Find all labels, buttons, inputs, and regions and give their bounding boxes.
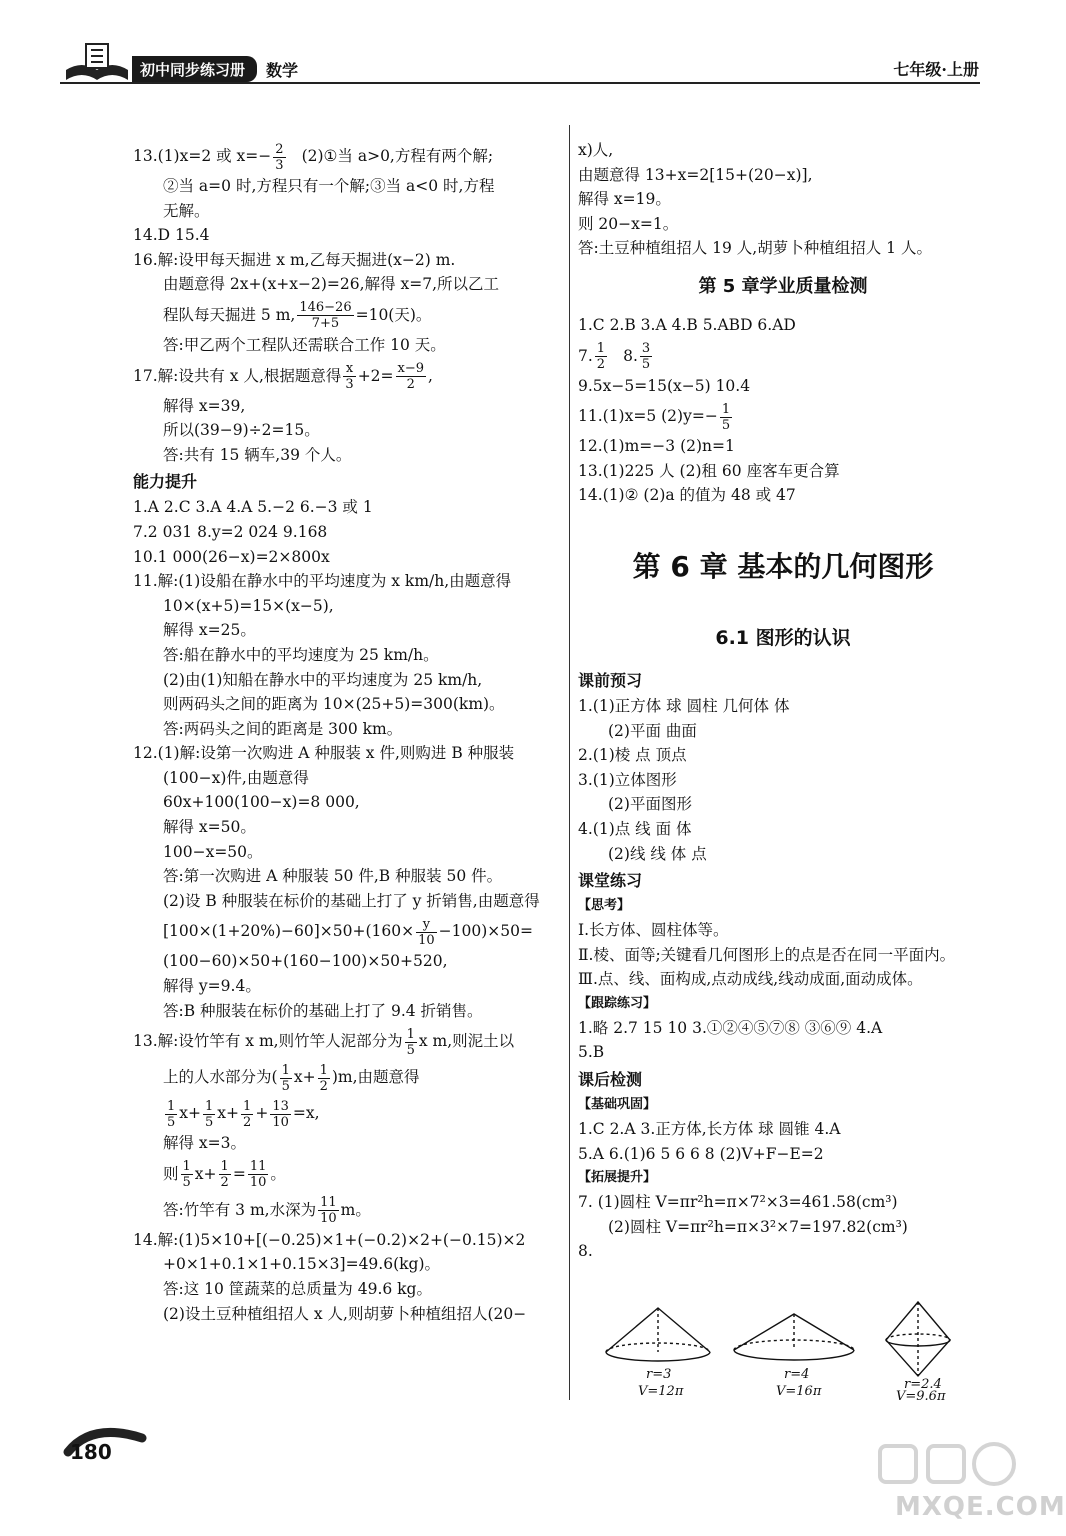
left-column	[133, 138, 563, 1326]
answer-line: 所以(39−9)÷2=15。	[163, 421, 320, 440]
section-heading: 能力提升	[133, 472, 198, 492]
answer-line: (2)平面图形	[608, 795, 692, 814]
answer-line: 7.2 031 8.y=2 024 9.168	[133, 522, 328, 541]
watermark-text: MXQE.COM	[895, 1492, 1066, 1522]
answer-line: 14.(1)② (2)a 的值为 48 或 47	[578, 486, 796, 505]
answer-line: 由题意得 2x+(x+x−2)=26,解得 x=7,所以乙工	[163, 275, 500, 294]
answer-line: 100−x=50。	[163, 842, 263, 861]
answer-line: 11.解:(1)设船在静水中的平均速度为 x km/h,由题意得	[133, 572, 512, 591]
answer-line: 14.D 15.4	[133, 226, 210, 245]
cone-figures	[596, 1300, 976, 1404]
answer-line: 11.(1)x=5 (2)y=− $\frac{1}{5}$	[578, 401, 731, 433]
answer-line: 解得 x=50。	[163, 818, 256, 837]
answer-line: 1.C 2.B 3.A 4.B 5.ABD 6.AD	[578, 315, 796, 334]
answer-line: 2.(1)棱 点 顶点	[578, 746, 687, 765]
answer-line: 解得 y=9.4。	[163, 977, 261, 996]
answer-line: 上的人水部分为( $\frac{1}{5}$ x+ $\frac{1}{2}$ )m,由题意得	[163, 1062, 420, 1094]
answer-line: (100−60)×50+(160−100)×50+520,	[163, 952, 448, 971]
answer-line: (2)平面 曲面	[608, 721, 697, 740]
answer-line: x)人,	[578, 141, 614, 159]
section-6-1-title: 6.1 图形的认识	[715, 626, 851, 649]
answer-line: ②当 a=0 时,方程只有一个解;③当 a<0 时,方程	[163, 177, 495, 195]
answer-line: 答:共有 15 辆车,39 个人。	[163, 445, 352, 464]
answer-line: 1.略 2.7 15 10 3.①②④⑤⑦⑧ ③⑥⑨ 4.A	[578, 1018, 883, 1037]
answer-line: [100×(1+20%)−60]×50+(160× $\frac{y}{10}$ −100)×50=	[163, 916, 533, 948]
answer-line: 17.解:设共有 x 人,根据题意得 $\frac{x}{3}$ +2= $\frac{x-9}{2}$ ,	[133, 361, 433, 393]
cone-figure-1	[606, 1308, 710, 1361]
answer-line: 答:土豆种植组招人 19 人,胡萝卜种植组招人 1 人。	[578, 239, 932, 258]
subsection-tag: 【跟踪练习】	[578, 995, 657, 1011]
answer-line: 3.(1)立体图形	[578, 770, 677, 789]
answer-line: 答:第一次购进 A 种服装 50 件,B 种服装 50 件。	[163, 867, 503, 886]
header-rule	[60, 82, 980, 84]
answer-line: 解得 x=25。	[163, 621, 256, 640]
subsection-tag: 【思考】	[578, 898, 631, 914]
chapter6-title: 第 6 章 基本的几何图形	[632, 549, 934, 583]
answer-line: Ⅲ.点、线、面构成,点动成线,线动成面,面动成体。	[578, 970, 923, 989]
answer-line: +0×1+0.1×1+0.15×3]=49.6(kg)。	[163, 1255, 440, 1274]
answer-line: 答:甲乙两个工程队还需联合工作 10 天。	[163, 335, 446, 354]
answer-line: Ⅰ.长方体、圆柱体等。	[578, 921, 729, 940]
answer-line: 则 $\frac{1}{5}$ x+ $\frac{1}{2}$ = $\frac{11}{10}$ 。	[163, 1159, 286, 1191]
grade-label: 七年级·上册	[893, 60, 979, 79]
section-heading: 课后检测	[578, 1070, 643, 1090]
answer-line: 答:B 种服装在标价的基础上打了 9.4 折销售。	[163, 1001, 483, 1020]
answer-line: 则 20−x=1。	[578, 214, 679, 233]
answer-line: 答:船在静水中的平均速度为 25 km/h。	[163, 645, 439, 664]
answer-line: (2)圆柱 V=πr²h=π×3²×7=197.82(cm³)	[608, 1217, 908, 1236]
answer-line: (2)设土豆种植组招人 x 人,则胡萝卜种植组招人(20−	[163, 1304, 527, 1323]
series-title: 初中同步练习册	[140, 61, 246, 79]
column-divider	[569, 125, 570, 1400]
answer-line: 12.(1)解:设第一次购进 A 种服装 x 件,则购进 B 种服装	[133, 744, 515, 763]
answer-line: $\frac{1}{5}$ x+ $\frac{1}{5}$ x+ $\frac{1}{2}$ + $\frac{13}{10}$ =x,	[167, 1098, 320, 1130]
answer-line: 由题意得 13+x=2[15+(20−x)],	[578, 165, 813, 184]
answer-line: (2)设 B 种服装在标价的基础上打了 y 折销售,由题意得	[163, 891, 540, 910]
answer-line: (100−x)件,由题意得	[163, 768, 309, 787]
cone1-radius-label: r=3	[646, 1367, 672, 1382]
cone1-volume-label: V=12π	[638, 1384, 684, 1399]
chapter5-title: 第 5 章学业质量检测	[698, 275, 868, 297]
answer-line: 答:两码头之间的距离是 300 km。	[163, 719, 403, 738]
answer-line: 13.解:设竹竿有 x m,则竹竿人泥部分为 $\frac{1}{5}$ x m,则泥土以	[133, 1026, 515, 1058]
answer-line: Ⅱ.棱、面等;关键看几何图形上的点是否在同一平面内。	[578, 945, 956, 964]
answer-line: 解得 x=19。	[578, 190, 671, 209]
cone-figure-2	[734, 1314, 854, 1360]
answer-line: 14.解:(1)5×10+[(−0.25)×1+(−0.2)×2+(−0.15)×2	[133, 1230, 526, 1249]
answer-line: 1.A 2.C 3.A 4.A 5.−2 6.−3 或 1	[133, 498, 373, 517]
answer-line: 解得 x=39,	[163, 396, 246, 415]
answer-line: 8.	[578, 1242, 593, 1261]
answer-line: 60x+100(100−x)=8 000,	[163, 793, 360, 812]
answer-line: 4.(1)点 线 面 体	[578, 819, 692, 838]
cone-figure-3	[886, 1302, 950, 1376]
cone2-radius-label: r=4	[784, 1367, 810, 1382]
answer-line: (2)线 线 体 点	[608, 844, 707, 863]
cone3-volume-label: V=9.6π	[896, 1389, 946, 1404]
answer-line: 13.(1)225 人 (2)租 60 座客车更合算	[578, 461, 840, 480]
answer-line: 7. $\frac{1}{2}$ 8. $\frac{3}{5}$	[578, 341, 651, 373]
cone2-volume-label: V=16π	[776, 1384, 822, 1399]
page-header	[0, 0, 1041, 95]
answer-line: 解得 x=3。	[163, 1134, 247, 1153]
right-column	[578, 138, 988, 1264]
answer-line: 程队每天掘进 5 m, $\frac{146-26}{7+5}$ =10(天)。	[163, 300, 432, 332]
answer-line: 13.(1)x=2 或 x=− $\frac{2}{3}$ (2)①当 a>0,方程有两个解;	[133, 141, 494, 173]
answer-line: 则两码头之间的距离为 10×(25+5)=300(km)。	[163, 695, 505, 714]
answer-line: 10.1 000(26−x)=2×800x	[133, 547, 330, 566]
section-heading: 课前预习	[578, 670, 643, 690]
answer-line: 7. (1)圆柱 V=πr²h=π×7²×3=461.58(cm³)	[578, 1193, 898, 1212]
book-logo-icon	[62, 40, 132, 88]
subject-label: 数学	[266, 61, 299, 80]
answer-line: (2)由(1)知船在静水中的平均速度为 25 km/h,	[163, 670, 483, 689]
page-number: 180	[70, 1440, 112, 1464]
answer-line: 1.C 2.A 3.正方体,长方体 球 圆锥 4.A	[578, 1120, 841, 1139]
section-heading: 课堂练习	[578, 871, 643, 891]
answer-line: 无解。	[163, 201, 210, 220]
answer-line: 16.解:设甲每天掘进 x m,乙每天掘进(x−2) m.	[133, 250, 456, 269]
subsection-tag: 【基础巩固】	[578, 1097, 657, 1113]
answer-line: 1.(1)正方体 球 圆柱 几何体 体	[578, 696, 790, 715]
answer-line: 答:这 10 筐蔬菜的总质量为 49.6 kg。	[163, 1280, 432, 1298]
answer-line: 5.B	[578, 1043, 605, 1062]
subsection-tag: 【拓展提升】	[578, 1170, 657, 1186]
answer-line: 12.(1)m=−3 (2)n=1	[578, 437, 735, 456]
answer-line: 5.A 6.(1)6 5 6 6 8 (2)V+F−E=2	[578, 1144, 824, 1163]
answer-line: 9.5x−5=15(x−5) 10.4	[578, 376, 751, 395]
answer-line: 答:竹竿有 3 m,水深为 $\frac{11}{10}$ m。	[163, 1195, 371, 1227]
cone3-radius-label: r=2.4	[904, 1377, 942, 1392]
answer-line: 10×(x+5)=15×(x−5),	[163, 596, 334, 615]
